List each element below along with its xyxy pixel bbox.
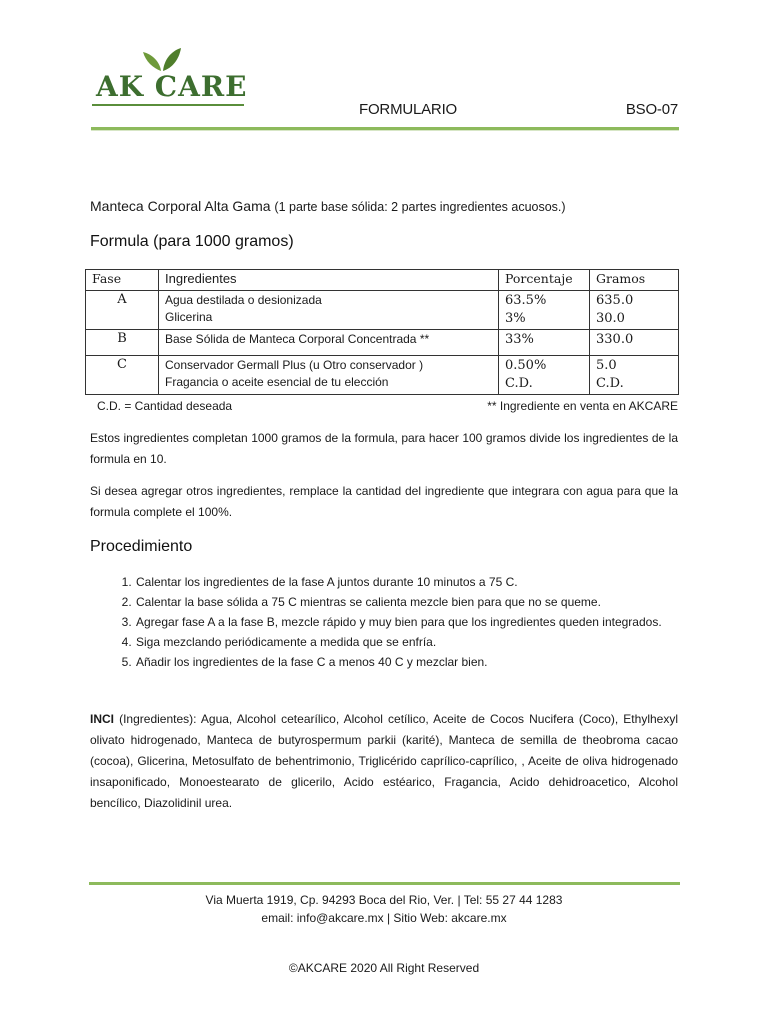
inci-paragraph: INCI (Ingredientes): Agua, Alcohol cetearílico, Alcohol cetílico, Aceite de Cocos Nucifera (Coco), Ethylhexyl olivato hidrogenado, Manteca de butyrospermum parkii (karité), Manteca de semilla de theobroma cacao (cocoa), Glicerina, Metosulfato de behentrimonio, Triglicérido caprílico-caprílico, , Aceite de oliva hidrogenado insaponificado, Monoestearato de glicerilo, Acido estéarico, Fragancia, Acido dehidroacetico, Alcohol bencílico, Diazolidinil urea. — [90, 712, 678, 810]
ingredient: Glicerina — [165, 310, 213, 324]
ingredients-cell — [159, 330, 499, 356]
column-header-gramos: Gramos — [590, 270, 679, 291]
percentage: 0.50% — [505, 358, 547, 373]
asterisk-note: ** Ingrediente en venta en AKCARE — [487, 399, 678, 413]
list-item: 3. Agregar fase A a la fase B, mezcle rápido y muy bien para que los ingredientes queden integrados. — [135, 612, 723, 632]
list-item: 2. Calentar la base sólida a 75 C mientras se calienta mezcle bien para que no se queme. — [135, 592, 723, 612]
percentage-cell — [499, 291, 590, 330]
list-item: 5. Añadir los ingredientes de la fase C a menos 40 C y mezclar bien. — [135, 652, 723, 672]
percentage: 3% — [505, 311, 526, 326]
grams-cell — [590, 291, 679, 330]
grams: 30.0 — [596, 311, 625, 326]
table-row — [86, 330, 679, 356]
grams: 635.0 — [596, 293, 634, 308]
fase-cell: B — [86, 330, 159, 356]
procedure-heading: Procedimiento — [90, 538, 193, 555]
inci-label: INCI — [90, 712, 114, 726]
ingredients-cell — [159, 356, 499, 395]
percentage-cell — [499, 356, 590, 395]
table-row — [86, 356, 679, 395]
list-item: 4. Siga mezclando periódicamente a medida que se enfría. — [135, 632, 723, 652]
ingredient: Base Sólida de Manteca Corporal Concentrada ** — [165, 332, 430, 346]
percentage: C.D. — [505, 376, 533, 391]
percentage: 63.5% — [505, 293, 547, 308]
grams-cell — [590, 330, 679, 356]
fase-cell: A — [86, 291, 159, 330]
cd-note: C.D. = Cantidad deseada — [97, 399, 233, 413]
paragraph: Si desea agregar otros ingredientes, remplace la cantidad del ingrediente que integrara con agua para que la formula complete el 100%. — [90, 484, 678, 519]
footer-address: Via Muerta 1919, Cp. 94293 Boca del Rio, Ver. | Tel: 55 27 44 1283 — [205, 893, 563, 907]
grams: C.D. — [596, 376, 624, 391]
percentage: 33% — [505, 332, 534, 347]
table-row — [86, 291, 679, 330]
product-subtitle — [90, 198, 566, 214]
footer-copyright: ©AKCARE 2020 All Right Reserved — [288, 961, 480, 975]
document-code: BSO-07 — [625, 101, 678, 118]
grams: 330.0 — [596, 332, 634, 347]
product-ratio-note: (1 parte base sólida: 2 partes ingredientes acuosos.) — [274, 200, 566, 214]
column-header-fase: Fase — [86, 270, 159, 291]
logo — [92, 46, 250, 110]
logo-underline — [92, 104, 244, 106]
product-name: Manteca Corporal Alta Gama — [90, 198, 271, 214]
formula-heading: Formula (para 1000 gramos) — [90, 233, 294, 250]
inci-label-paren: (Ingredientes) — [119, 712, 194, 726]
list-item: 1. Calentar los ingredientes de la fase A juntos durante 10 minutos a 75 C. — [135, 572, 723, 592]
ingredient: Agua destilada o desionizada — [165, 293, 322, 307]
table-header-row — [86, 270, 679, 291]
grams: 5.0 — [596, 358, 617, 373]
grams-cell — [590, 356, 679, 395]
footer-contact: email: info@akcare.mx | Sitio Web: akcare.mx — [261, 911, 507, 925]
column-header-ingredientes: Ingredientes — [159, 270, 499, 291]
column-header-porcentaje: Porcentaje — [499, 270, 590, 291]
paragraph: Estos ingredientes completan 1000 gramos de la formula, para hacer 100 gramos divide los ingredientes de la formula en 10. — [90, 431, 678, 466]
percentage-cell — [499, 330, 590, 356]
footer-divider — [89, 882, 680, 885]
ingredient: Fragancia o aceite esencial de tu elección — [165, 375, 389, 389]
document-title: FORMULARIO — [359, 101, 458, 118]
fase-cell: C — [86, 356, 159, 395]
inci-text: Agua, Alcohol cetearílico, Alcohol cetílico, Aceite de Cocos Nucifera (Coco), Ethylhexyl olivato hidrogenado, Manteca de butyrospermum parkii (karité), Manteca de semilla de theobroma cacao (cocoa), Glicerina, Metosulfato de behentrimonio, Triglicérido caprílico-caprílico, , Aceite de oliva hidrogenado insaponificado, Monoestearato de glicerilo, Acido estéarico, Fragancia, Acido dehidroacetico, Alcohol bencílico, Diazolidinil urea. — [90, 712, 678, 810]
leaf-icon — [142, 46, 182, 72]
logo-text: AK CARE — [96, 70, 248, 103]
ingredient: Conservador Germall Plus (u Otro conservador ) — [165, 358, 424, 372]
header-divider-shadow — [91, 130, 679, 131]
procedure-steps — [90, 572, 723, 672]
formula-table — [85, 269, 679, 395]
ingredients-cell — [159, 291, 499, 330]
